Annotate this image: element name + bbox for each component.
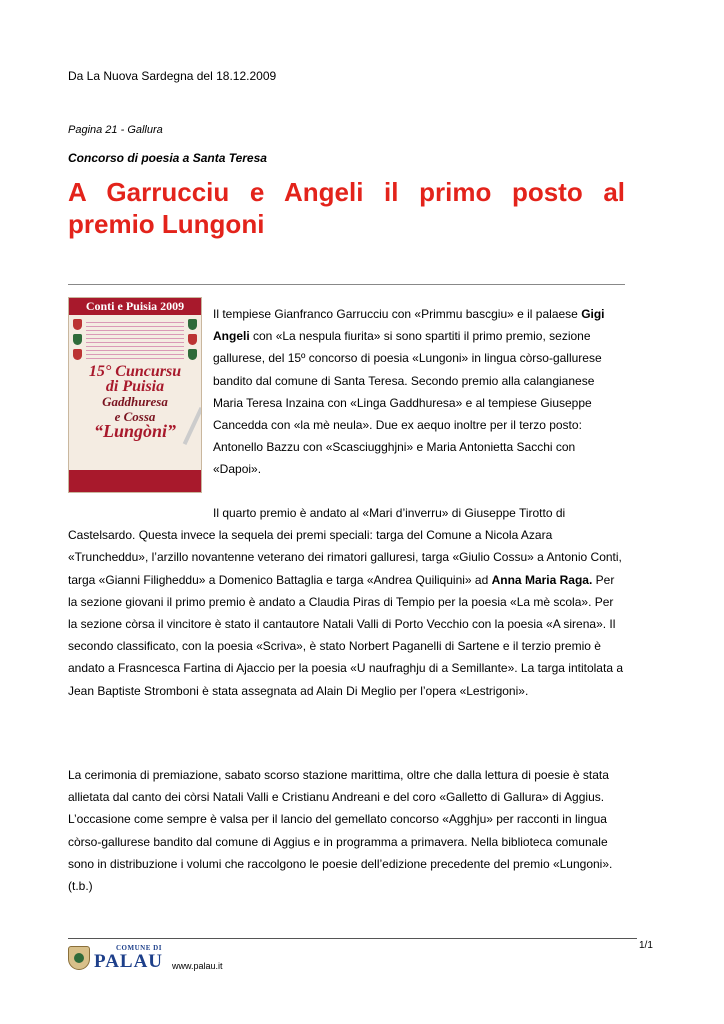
page-number: 1/1	[639, 940, 653, 951]
footer-divider	[68, 938, 637, 939]
poster-title: Conti e Puisia 2009	[69, 298, 201, 315]
article-paragraph-1	[213, 303, 625, 481]
logo-small-text: COMUNE DI	[116, 944, 162, 952]
page-info: Pagina 21 - Gallura	[68, 124, 163, 136]
palau-crest-icon	[68, 946, 90, 970]
crest-icon	[188, 349, 197, 360]
article-headline: A Garrucciu e Angeli il primo posto al premio Lungoni	[68, 177, 625, 239]
p2-text: Il quarto premio è andato al «Mari d’inverru» di Giuseppe Tirotto di Castelsardo. Questa invece la sequela dei premi speciali: targa del Comune a Nicola Azara «Truncheddu», l’arzillo novantenne veterano dei rimatori galluresi, targa «Giulio Cossu» a Antonio Conti, targa «Gianni Filigheddu» a Domenico Battaglia e targa «Andrea Quiliquini» ad	[68, 506, 622, 587]
poster-crests	[69, 315, 201, 364]
article-subtitle: Concorso di poesia a Santa Teresa	[68, 151, 267, 165]
poster-footer-band	[69, 470, 201, 492]
crest-icon	[73, 334, 82, 345]
p1-text: Il tempiese Gianfranco Garrucciu con «Primmu bascgiu» e il palaese	[213, 307, 582, 321]
crest-icon	[188, 334, 197, 345]
article-paragraph-3: La cerimonia di premiazione, sabato scorso stazione marittima, oltre che dalla lettura di poesie è stata allietata dal canto dei còrsi Natali Valli e Cristianu Andreani e del coro «Galletto di Gallura» di Aggius. L’occasione come sempre è valsa per il lancio del gemellato concorso «Agghju» per racconti in lingua còrso-gallurese bandito dal comune di Aggius e in programma a primavera. Nella biblioteca comunale sono in distribuzione i volumi che raccolgono le poesie dell’edizione precedente del premio «Lungoni». (t.b.)	[68, 768, 613, 894]
crest-icon	[188, 319, 197, 330]
comune-palau-logo	[68, 944, 168, 972]
crest-icon	[73, 319, 82, 330]
article-paragraph-2	[68, 502, 625, 702]
event-poster-image	[68, 297, 202, 493]
source-line: Da La Nuova Sardegna del 18.12.2009	[68, 69, 277, 83]
p1-bold-name: Gigi Angeli	[213, 307, 605, 344]
poster-number: 15° Cuncursu	[88, 363, 182, 380]
poster-text-lines	[86, 319, 184, 364]
poster-line4: e Cossa	[114, 409, 156, 424]
poster-name: “Lungòni”	[93, 421, 177, 441]
logo-big-text: PALAU	[94, 951, 164, 972]
crest-icon	[73, 349, 82, 360]
poster-line2: di Puisia	[105, 378, 165, 395]
poster-headline	[69, 364, 201, 439]
website-link[interactable]: www.palau.it	[172, 961, 223, 971]
p2-bold-name: Anna Maria Raga.	[491, 572, 593, 587]
header-divider	[68, 284, 625, 285]
p2-text-cont: Per la sezione giovani il primo premio è andato a Claudia Piras di Tempio per la poesia «La mè scola». Per la sezione còrsa il vincitore è stato il cantautore Natali Valli di Porto Vecchio con la poesia «A sirena». Il secondo classificato, con la poesia «Scriva», è stato Norbert Paganelli di Sartene e il terzio premio è andato a Frasncesca Fartina di Ajaccio per la poesia «U naufraghju di a Semillante». La targa intitolata a Jean Baptiste Stromboni è stata assegnata ad Alain Di Meglio per l’opera «Lestrigoni».	[68, 572, 623, 698]
poster-line3: Gaddhuresa	[102, 394, 168, 409]
p1-text-cont: con «La nespula fiurita» si sono spartiti il primo premio, sezione gallurese, del 15º concorso di poesia «Lungoni» in lingua còrso-gallurese bandito dal comune di Santa Teresa. Secondo premio alla calangianese Maria Teresa Inzaina con «Linga Gaddhuresa» e al tempiese Giuseppe Cancedda con «la mè neula». Due ex aequo inoltre per il terzo posto: Antonello Bazzu con «Scasciugghjni» e Maria Antonietta Sacchi con «Dapoi».	[213, 329, 602, 477]
